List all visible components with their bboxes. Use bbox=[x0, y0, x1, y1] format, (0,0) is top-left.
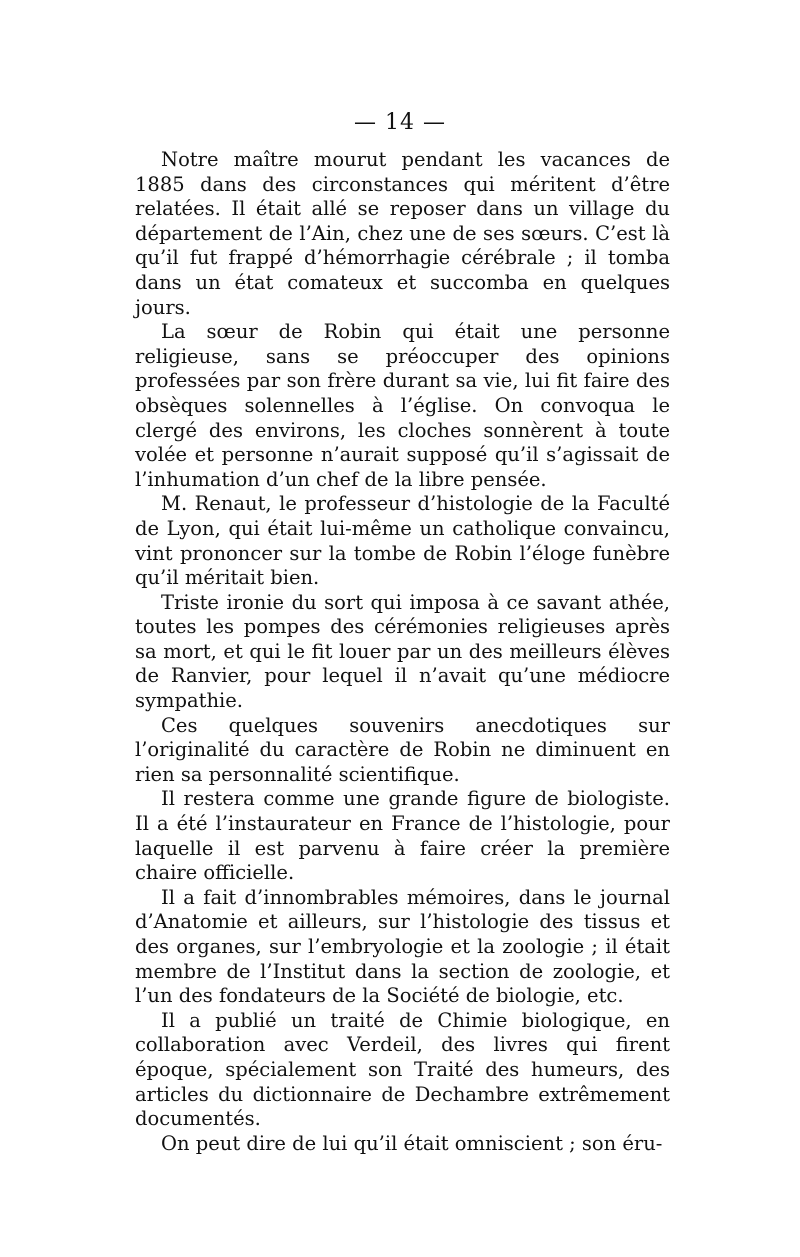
paragraph: Notre maître mourut pendant les vacances de 1885 dans des circonstances qui méritent d’être relatées. Il était allé se reposer dans un village du département de l’Ain, chez une de ses sœurs. C’est là qu’il fut frappé d’hémorrhagie cérébrale ; il tomba dans un état comateux et succomba en quelques jours. bbox=[135, 148, 670, 319]
body-text bbox=[135, 148, 670, 1156]
page-number: — 14 — bbox=[354, 110, 446, 135]
paragraph: Il a fait d’innombrables mémoires, dans le journal d’Anatomie et ailleurs, sur l’histologie des tissus et des organes, sur l’embryologie et la zoologie ; il était membre de l’Institut dans la section de zoologie, et l’un des fondateurs de la Société de biologie, etc. bbox=[135, 885, 670, 1008]
paragraph: On peut dire de lui qu’il était omniscient ; son éru- bbox=[161, 1131, 663, 1155]
paragraph: Ces quelques souvenirs anecdotiques sur l’originalité du caractère de Robin ne diminuent en rien sa personnalité scientifique. bbox=[135, 713, 670, 786]
paragraph: M. Renaut, le professeur d’histologie de la Faculté de Lyon, qui était lui-même un catholique convaincu, vint prononcer sur la tombe de Robin l’éloge funèbre qu’il méritait bien. bbox=[135, 492, 670, 590]
paragraph: Il a publié un traité de Chimie biologique, en collaboration avec Verdeil, des livres qui firent époque, spécialement son Traité des humeurs, des articles du dictionnaire de Dechambre extrêmement documentés. bbox=[135, 1008, 670, 1131]
paragraph: La sœur de Robin qui était une personne religieuse, sans se préoccuper des opinions professées par son frère durant sa vie, lui fit faire des obsèques solennelles à l’église. On convoqua le clergé des environs, les cloches sonnèrent à toute volée et personne n’aurait supposé qu’il s’agissait de l’inhumation d’un chef de la libre pensée. bbox=[135, 320, 670, 491]
paragraph: Il restera comme une grande figure de biologiste. Il a été l’instaurateur en France de l’histologie, pour laquelle il est parvenu à faire créer la première chaire officielle. bbox=[135, 787, 670, 885]
paragraph: Triste ironie du sort qui imposa à ce savant athée, toutes les pompes des cérémonies religieuses après sa mort, et qui le fit louer par un des meilleurs élèves de Ranvier, pour lequel il n’avait qu’une médiocre sympathie. bbox=[135, 590, 670, 713]
